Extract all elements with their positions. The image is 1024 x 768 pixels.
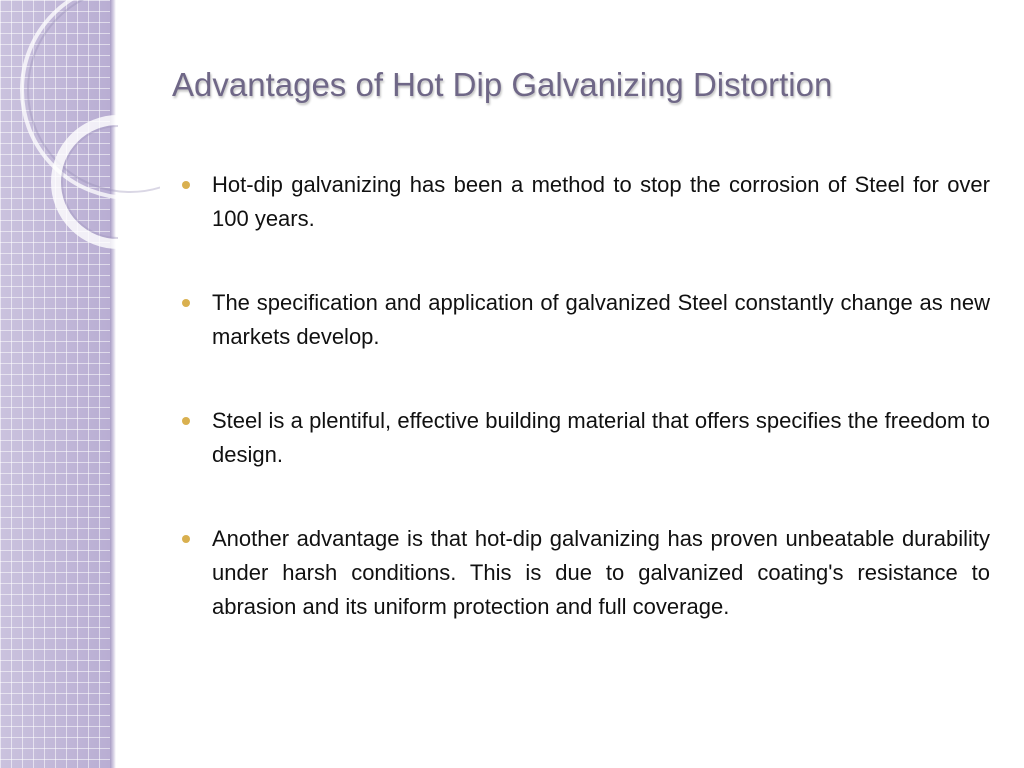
bullet-item bbox=[182, 404, 990, 472]
bullet-item bbox=[182, 522, 990, 624]
bullet-dot-icon bbox=[182, 299, 190, 307]
slide-title: Advantages of Hot Dip Galvanizing Distortion bbox=[172, 66, 833, 103]
bullet-list bbox=[182, 168, 990, 674]
bullet-text: Another advantage is that hot-dip galvanizing has proven unbeatable durability under harsh conditions. This is due to galvanized coating's resistance to abrasion and its uniform protection and full coverage. bbox=[212, 526, 990, 619]
bullet-item bbox=[182, 286, 990, 354]
bullet-text: Steel is a plentiful, effective building material that offers specifies the freedom to design. bbox=[212, 408, 990, 467]
bullet-dot-icon bbox=[182, 181, 190, 189]
decorative-grid-panel bbox=[0, 0, 110, 768]
panel-edge-divider bbox=[110, 0, 116, 768]
bullet-text: Hot-dip galvanizing has been a method to stop the corrosion of Steel for over 100 years. bbox=[212, 172, 990, 231]
bullet-text: The specification and application of galvanized Steel constantly change as new markets develop. bbox=[212, 290, 990, 349]
bullet-dot-icon bbox=[182, 417, 190, 425]
bullet-item bbox=[182, 168, 990, 236]
bullet-dot-icon bbox=[182, 535, 190, 543]
